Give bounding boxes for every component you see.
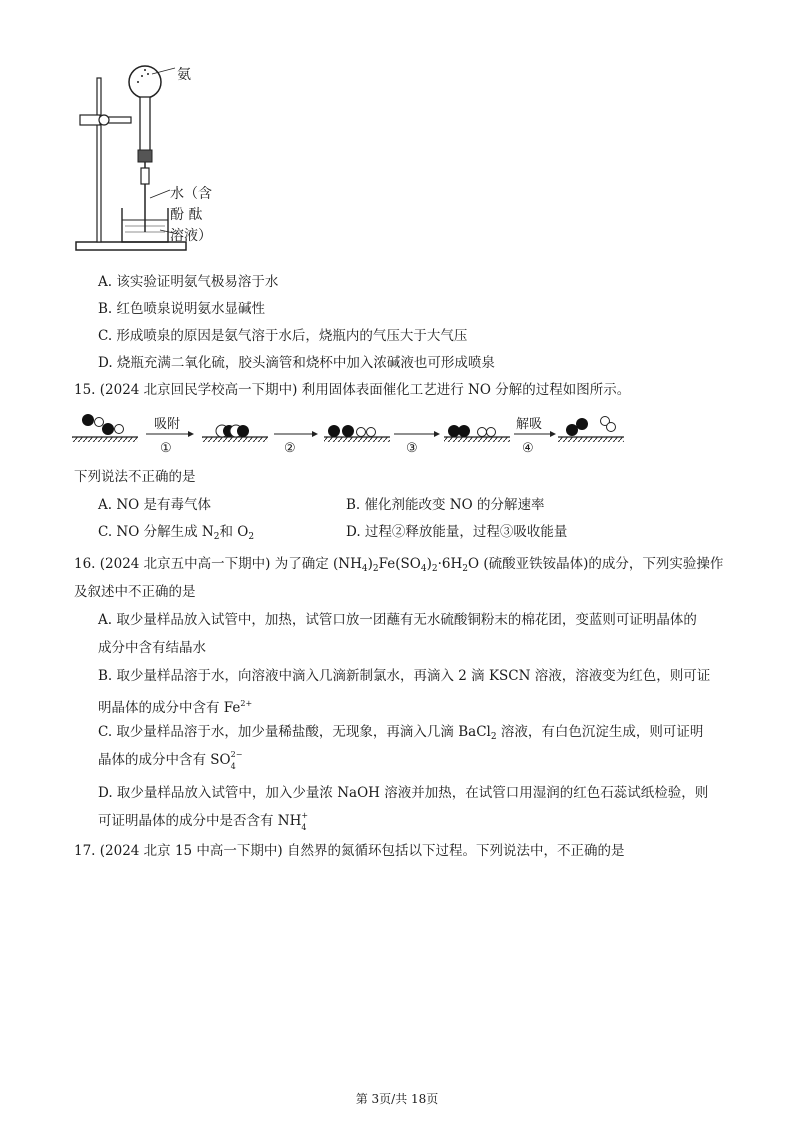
q16-c1-text: C. 取少量样品溶于水，加少量稀盐酸，无现象，再滴入几滴 BaCl: [98, 724, 491, 740]
q14-option-a: A. 该实验证明氨气极易溶于水: [98, 274, 279, 290]
formula-sub-4b: 4: [420, 564, 427, 574]
q16-d2-charge: [301, 811, 310, 832]
formula-sub-4: 4: [361, 564, 368, 574]
formula-part-nh: (NH: [333, 556, 362, 572]
formula-sub-2a: 2: [372, 564, 379, 574]
gas-label: 氨: [177, 67, 191, 83]
formula-so: (SO: [395, 556, 421, 572]
q15-question: 下列说法不正确的是: [74, 469, 196, 485]
q16-option-a-line2: 成分中含有结晶水: [98, 640, 206, 656]
q15-c-sub-2: 2: [248, 532, 255, 542]
step1-label: 吸附: [154, 417, 181, 432]
q16-d2-sub: 4: [301, 823, 307, 832]
q15-c-text-1: C. NO 分解生成 N: [98, 524, 214, 540]
formula-sub-2b: 2: [431, 564, 438, 574]
q16-option-b-line2: [98, 695, 252, 717]
q16-stem-post: (硫酸亚铁铵晶体)的成分，下列实验操作: [483, 556, 724, 572]
q16-b2-text: 明晶体的成分中含有 Fe: [98, 700, 241, 716]
q16-c1-post: 溶液，有白色沉淀生成，则可证明: [496, 724, 704, 740]
water-label-1: 水（含: [170, 186, 212, 202]
q16-d2-sup: +: [301, 811, 309, 820]
q16-c1-sub: 2: [490, 732, 497, 742]
step2-number: ②: [284, 441, 296, 456]
step1-number: ①: [160, 441, 172, 456]
q16-stem-pre: 16. (2024 北京五中高一下期中) 为了确定: [74, 556, 329, 572]
formula-o: O: [468, 556, 480, 572]
q15-option-d: D. 过程②释放能量，过程③吸收能量: [346, 524, 568, 540]
q15-c-text-2: 和 O: [219, 524, 249, 540]
q16-c2-text: 晶体的成分中含有 SO: [98, 752, 231, 768]
q16-option-c-line2: [98, 750, 243, 771]
page-footer: 第 3页/共 18页: [355, 1092, 439, 1106]
step4-number: ④: [522, 441, 534, 456]
q15-option-a: A. NO 是有毒气体: [98, 497, 212, 513]
formula-h: ·6H: [437, 556, 463, 572]
formula-sub-2c: 2: [462, 564, 468, 574]
q15-stem: 15. (2024 北京回民学校高一下期中) 利用固体表面催化工艺进行 NO 分解的过程如图所示。: [74, 382, 631, 398]
formula-fe: Fe: [378, 556, 396, 572]
q16-option-d-line2: [98, 812, 310, 830]
q17-stem: 17. (2024 北京 15 中高一下期中) 自然界的氮循环包括以下过程。下列说法中，不正确的是: [74, 843, 625, 859]
step4-label: 解吸: [516, 417, 543, 432]
q14-option-b: B. 红色喷泉说明氨水显碱性: [98, 301, 266, 317]
q16-option-a-line1: A. 取少量样品放入试管中，加热，试管口放一团蘸有无水硫酸铜粉末的棉花团，变蓝则可证明晶体的: [98, 612, 697, 628]
formula-close-1: ): [367, 556, 373, 572]
water-label-2: 酚 酞: [170, 207, 203, 223]
q15-option-b: B. 催化剂能改变 NO 的分解速率: [346, 497, 545, 513]
formula-close-2: ): [426, 556, 432, 572]
q16-c2-sup: 2−: [230, 750, 243, 759]
step3-number: ③: [406, 441, 418, 456]
q16-formula: [333, 556, 483, 572]
water-label-3: 溶液）: [170, 228, 212, 244]
q14-option-d: D. 烧瓶充满二氧化硫，胶头滴管和烧杯中加入浓碱液也可形成喷泉: [98, 355, 495, 371]
q16-c2-sub: 4: [230, 762, 236, 771]
q15-c-sub-1: 2: [213, 532, 220, 542]
q16-option-b-line1: B. 取少量样品溶于水，向溶液中滴入几滴新制氯水，再滴入 2 滴 KSCN 溶液，溶液变为红色，则可证: [98, 668, 711, 684]
q16-stem-line2: 及叙述中不正确的是: [74, 584, 196, 600]
fountain-apparatus-figure: [70, 60, 240, 260]
q16-b2-sup: 2+: [240, 699, 253, 708]
q16-option-d-line1: D. 取少量样品放入试管中，加入少量浓 NaOH 溶液并加热，在试管口用湿润的红色石蕊试纸检验，则: [98, 785, 709, 801]
q15-option-c: [98, 523, 254, 546]
q16-stem: [74, 555, 723, 578]
q16-d2-text: 可证明晶体的成分中是否含有 NH: [98, 813, 302, 829]
q16-option-c-line1: [98, 723, 703, 746]
q16-c2-charge: [230, 750, 243, 771]
q14-option-c: C. 形成喷泉的原因是氨气溶于水后，烧瓶内的气压大于大气压: [98, 328, 468, 344]
